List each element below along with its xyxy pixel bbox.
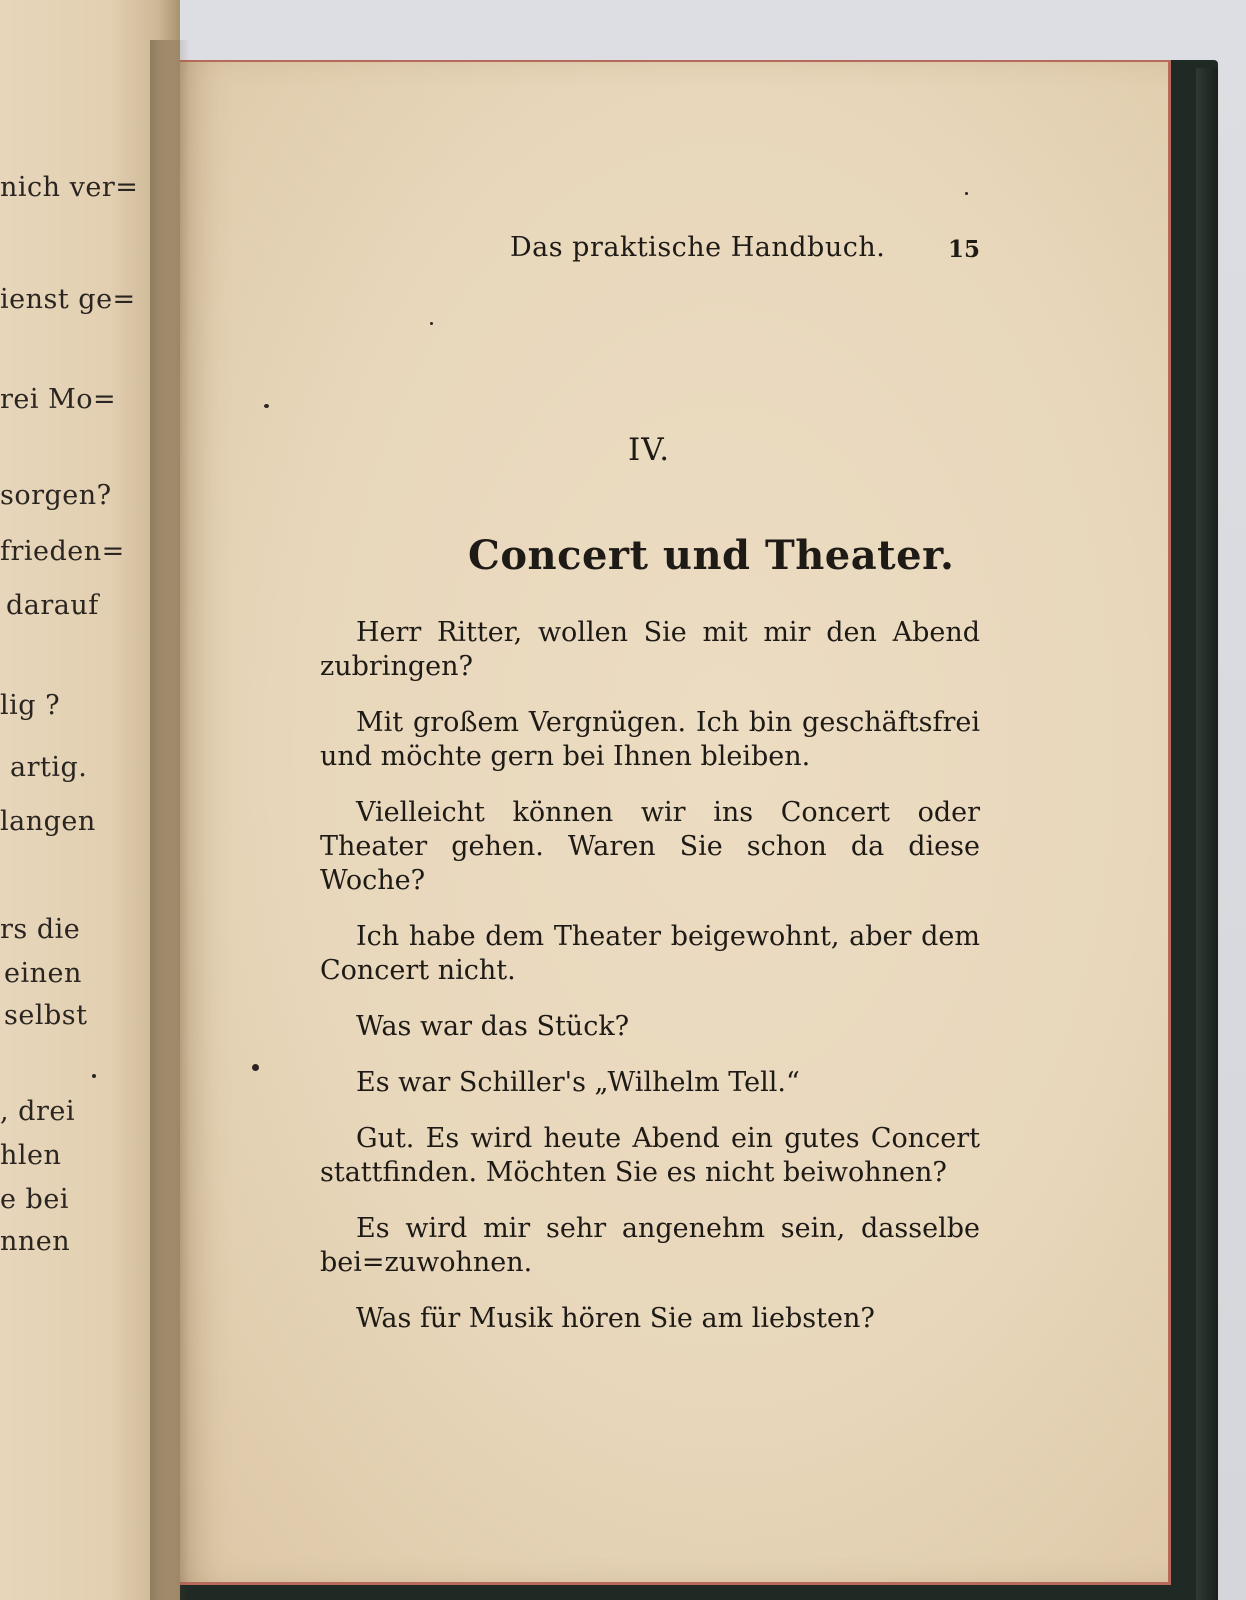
left-page-fragment: darauf	[6, 590, 99, 621]
left-page-fragment: e bei	[0, 1184, 69, 1215]
left-page-fragment: rs die	[0, 914, 81, 945]
paper-speck	[264, 404, 269, 408]
paper-speck	[430, 322, 433, 325]
cover-edge	[1196, 68, 1218, 1600]
paper-speck	[92, 1074, 96, 1078]
left-page-fragment: einen	[4, 958, 82, 989]
dialogue-paragraph: Was für Musik hören Sie am liebsten?	[356, 1303, 875, 1334]
dialogue-paragraph: Was war das Stück?	[356, 1011, 630, 1042]
paper-speck	[965, 192, 968, 195]
dialogue-paragraph: Vielleicht können wir ins Concert oder Theater gehen. Waren Sie schon da diese Woche?	[320, 797, 980, 896]
left-page-fragment: nnen	[0, 1226, 71, 1257]
chapter-number: IV.	[628, 432, 671, 468]
dialogue-paragraph: Es war Schiller's „Wilhelm Tell.“	[356, 1067, 800, 1098]
dialogue-paragraph: Gut. Es wird heute Abend ein gutes Concert stattfinden. Möchten Sie es nicht beiwohnen?	[320, 1123, 980, 1188]
dialogue-paragraph: Herr Ritter, wollen Sie mit mir den Abend zubringen?	[320, 617, 980, 682]
left-page-fragment: nich ver=	[0, 172, 139, 203]
running-head: Das praktische Handbuch.	[510, 232, 886, 263]
body-text	[320, 616, 980, 1358]
page-content	[180, 60, 1168, 1580]
left-page-fragment: lig ?	[0, 690, 61, 721]
left-page-fragment: hlen	[0, 1140, 62, 1171]
dialogue-paragraph: Ich habe dem Theater beigewohnt, aber dem Concert nicht.	[320, 921, 980, 986]
left-page-fragment: artig.	[10, 752, 88, 783]
left-page-fragment: ienst ge=	[0, 284, 136, 315]
left-page-fragment: langen	[0, 806, 96, 837]
left-page-fragment: sorgen?	[0, 480, 112, 511]
dialogue-paragraph: Mit großem Vergnügen. Ich bin geschäftsfrei und möchte gern bei Ihnen bleiben.	[320, 707, 980, 772]
chapter-title: Concert und Theater.	[468, 532, 955, 579]
page-number: 15	[948, 236, 981, 263]
dialogue-paragraph: Es wird mir sehr angenehm sein, dasselbe bei=zuwohnen.	[320, 1213, 980, 1278]
paper-speck	[252, 1064, 259, 1071]
left-page-fragment: , drei	[0, 1096, 75, 1127]
left-page-fragment: rei Mo=	[0, 384, 117, 415]
left-page-fragment: frieden=	[0, 536, 125, 567]
left-page-fragment: selbst	[4, 1000, 88, 1031]
